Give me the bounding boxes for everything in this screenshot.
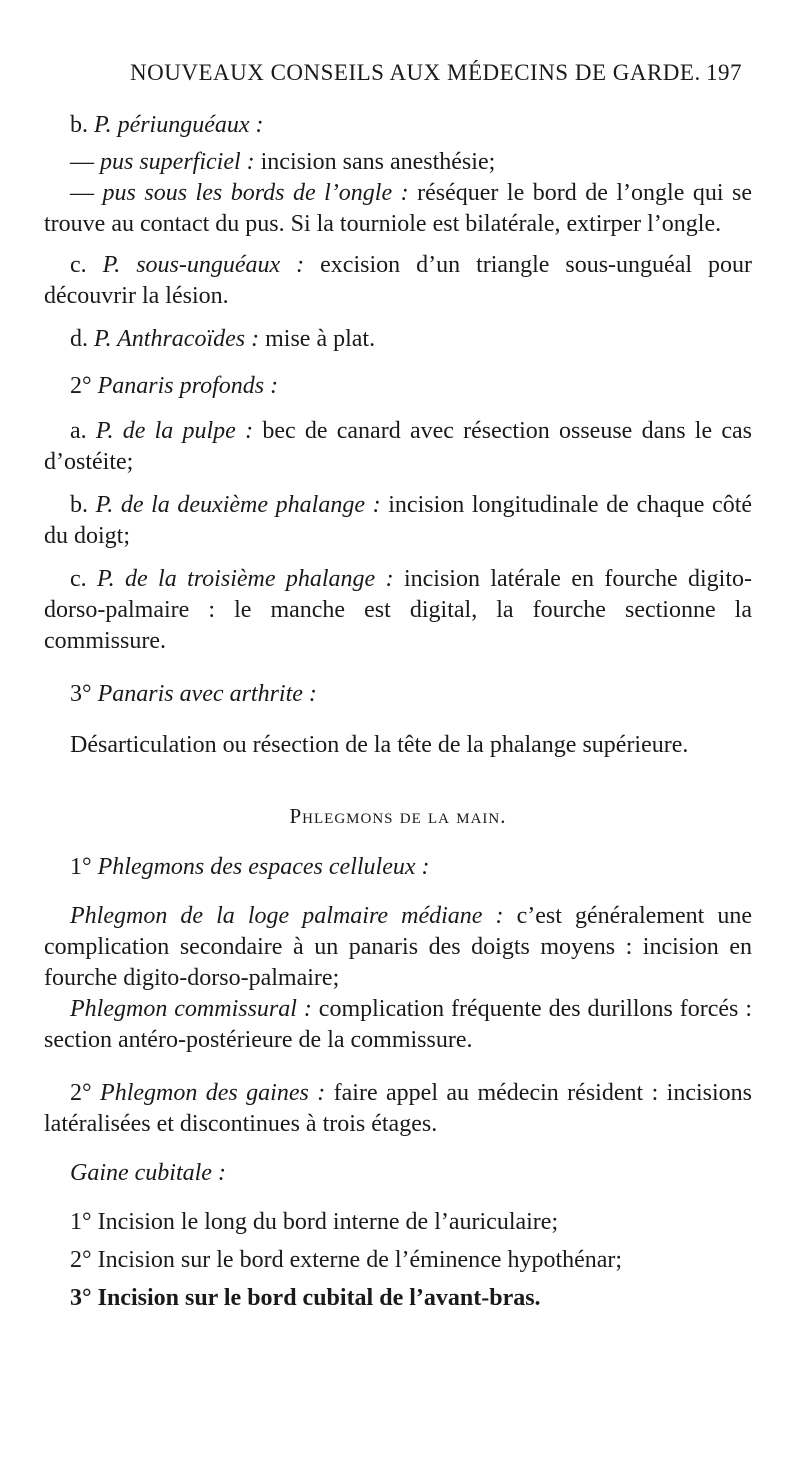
paragraph-pus-sous-bords: — pus sous les bords de l’ongle : réséquer le bord de l’ongle qui se trouve au contact du pus. Si la tourniole est bilatérale, extirper l’ongle. bbox=[44, 180, 753, 237]
incision-list bbox=[44, 1203, 752, 1317]
paragraph-anthracoides: d. P. Anthracoïdes : mise à plat. bbox=[70, 326, 376, 352]
list-item: 3° Incision sur le bord cubital de l’avant-bras. bbox=[70, 1285, 541, 1311]
section-heading: Phlegmons de la main. bbox=[289, 804, 507, 828]
running-title: NOUVEAUX CONSEILS AUX MÉDECINS DE GARDE. bbox=[130, 60, 701, 85]
paragraph-commissural: Phlegmon commissural : complication fréquente des durillons forcés : section antéro-postérieure de la commissure. bbox=[44, 996, 753, 1053]
paragraph-pulpe: a. P. de la pulpe : bec de canard avec résection osseuse dans le cas d’ostéite; bbox=[44, 418, 753, 475]
paragraph-phlegmon-gaines: 2° Phlegmon des gaines : faire appel au médecin résident : incisions latéralisées et discontinues à trois étages. bbox=[44, 1080, 752, 1137]
running-header bbox=[130, 52, 742, 86]
list-item: 1° Incision le long du bord interne de l’auriculaire; bbox=[70, 1209, 559, 1235]
subsection-b-heading: b. P. périunguéaux : bbox=[70, 112, 264, 138]
heading-espaces-celluleux: 1° Phlegmons des espaces celluleux : bbox=[70, 854, 430, 880]
paragraph-troisieme-phalange: c. P. de la troisième phalange : incision latérale en fourche digito-dorso-palmaire : le manche est digital, la fourche sectionne la commissure. bbox=[44, 566, 753, 654]
paragraph-deuxieme-phalange: b. P. de la deuxième phalange : incision longitudinale de chaque côté du doigt; bbox=[44, 492, 753, 549]
paragraph-desarticulation: Désarticulation ou résection de la tête de la phalange supérieure. bbox=[70, 732, 689, 758]
paragraph-sous-ungueaux: c. P. sous-unguéaux : excision d’un triangle sous-unguéal pour découvrir la lésion. bbox=[44, 252, 752, 309]
paragraph-pus-superficiel: — pus superficiel : incision sans anesthésie; bbox=[70, 149, 496, 175]
heading-gaine-cubitale: Gaine cubitale : bbox=[70, 1160, 226, 1186]
heading-panaris-arthrite: 3° Panaris avec arthrite : bbox=[70, 681, 317, 707]
page-body bbox=[44, 106, 752, 1317]
list-item: 2° Incision sur le bord externe de l’éminence hypothénar; bbox=[70, 1247, 623, 1273]
paragraph-loge-palmaire: Phlegmon de la loge palmaire médiane : c’est généralement une complication secondaire à un panaris des doigts moyens : incision en fourche digito-dorso-palmaire; bbox=[44, 903, 752, 991]
heading-panaris-profonds: 2° Panaris profonds : bbox=[70, 373, 279, 399]
page-number: 197 bbox=[706, 60, 742, 85]
